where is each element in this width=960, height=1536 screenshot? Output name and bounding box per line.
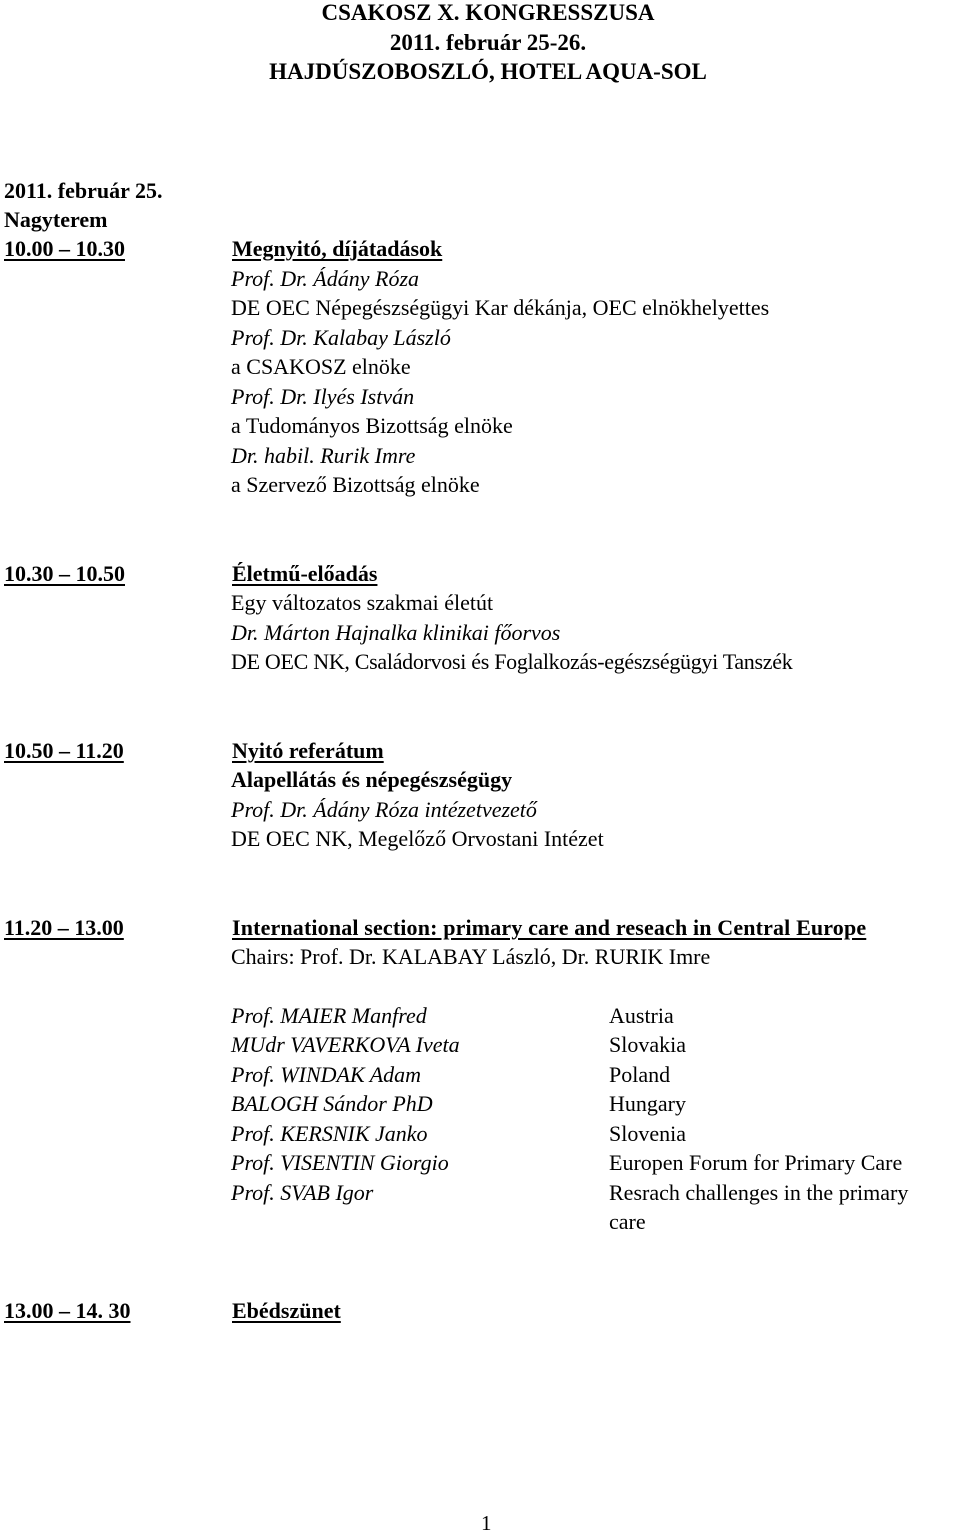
speaker-country-continuation: care xyxy=(609,1209,646,1234)
speaker-country: Slovakia xyxy=(609,1032,686,1057)
speaker-name: BALOGH Sándor PhD xyxy=(231,1091,433,1116)
session-opening-row xyxy=(4,234,442,264)
speaker-name: Prof. Dr. Ádány Róza xyxy=(231,266,420,291)
session-international-row xyxy=(4,913,866,943)
congress-venue: HAJDÚSZOBOSZLÓ, HOTEL AQUA-SOL xyxy=(269,59,707,84)
speaker-affiliation: a Szervező Bizottság elnöke xyxy=(231,472,480,497)
session-keynote-row xyxy=(4,736,384,766)
speaker-affiliation: DE OEC NK, Családorvosi és Foglalkozás-egészségügyi Tanszék xyxy=(231,649,793,674)
session-time: 13.00 – 14. 30 xyxy=(4,1298,131,1323)
congress-title: CSAKOSZ X. KONGRESSZUSA xyxy=(321,0,655,25)
congress-dates: 2011. február 25-26. xyxy=(389,30,587,55)
speaker-name: Prof. VISENTIN Giorgio xyxy=(231,1150,449,1175)
lecture-title: Egy változatos szakmai életút xyxy=(231,590,494,615)
speaker-country: Austria xyxy=(609,1003,674,1028)
day-date: 2011. február 25. xyxy=(4,178,163,203)
session-chairs: Chairs: Prof. Dr. KALABAY László, Dr. RURIK Imre xyxy=(231,944,711,969)
speaker-country: Poland xyxy=(609,1062,671,1087)
speaker-affiliation: DE OEC Népegészségügyi Kar dékánja, OEC elnökhelyettes xyxy=(231,295,770,320)
speaker-name: Prof. WINDAK Adam xyxy=(231,1062,422,1087)
session-title: Ebédszünet xyxy=(232,1298,341,1323)
speaker-country: Hungary xyxy=(609,1091,686,1116)
session-subtitle: Alapellátás és népegészségügy xyxy=(231,767,513,792)
speaker-name: Prof. Dr. Ilyés István xyxy=(231,384,415,409)
day-room: Nagyterem xyxy=(4,207,108,232)
session-lunch-row xyxy=(4,1296,341,1326)
session-title: International section: primary care and reseach in Central Europe xyxy=(232,915,867,940)
speaker-name: Prof. Dr. Kalabay László xyxy=(231,325,451,350)
speaker-country: Europen Forum for Primary Care xyxy=(609,1150,903,1175)
speaker-name: Prof. KERSNIK Janko xyxy=(231,1121,428,1146)
speaker-affiliation: a Tudományos Bizottság elnöke xyxy=(231,413,513,438)
session-title: Életmű-előadás xyxy=(232,561,378,586)
session-time: 11.20 – 13.00 xyxy=(4,915,124,940)
speaker-name: Dr. habil. Rurik Imre xyxy=(231,443,416,468)
session-lifework-row xyxy=(4,559,377,589)
speaker-affiliation: a CSAKOSZ elnöke xyxy=(231,354,411,379)
session-title: Nyitó referátum xyxy=(232,738,384,763)
page-number: 1 xyxy=(481,1511,492,1535)
speaker-country: Slovenia xyxy=(609,1121,686,1146)
session-time: 10.50 – 11.20 xyxy=(4,738,124,763)
speaker-name: Dr. Márton Hajnalka klinikai főorvos xyxy=(231,620,561,645)
speaker-country: Resrach challenges in the primary xyxy=(609,1180,909,1205)
speaker-name: Prof. Dr. Ádány Róza intézetvezető xyxy=(231,797,537,822)
session-time: 10.30 – 10.50 xyxy=(4,561,125,586)
speaker-name: Prof. MAIER Manfred xyxy=(231,1003,427,1028)
speaker-name: MUdr VAVERKOVA Iveta xyxy=(231,1032,460,1057)
session-title: Megnyitó, díjátadások xyxy=(232,236,443,261)
session-time: 10.00 – 10.30 xyxy=(4,236,125,261)
speaker-name: Prof. SVAB Igor xyxy=(231,1180,374,1205)
speaker-affiliation: DE OEC NK, Megelőző Orvostani Intézet xyxy=(231,826,604,851)
